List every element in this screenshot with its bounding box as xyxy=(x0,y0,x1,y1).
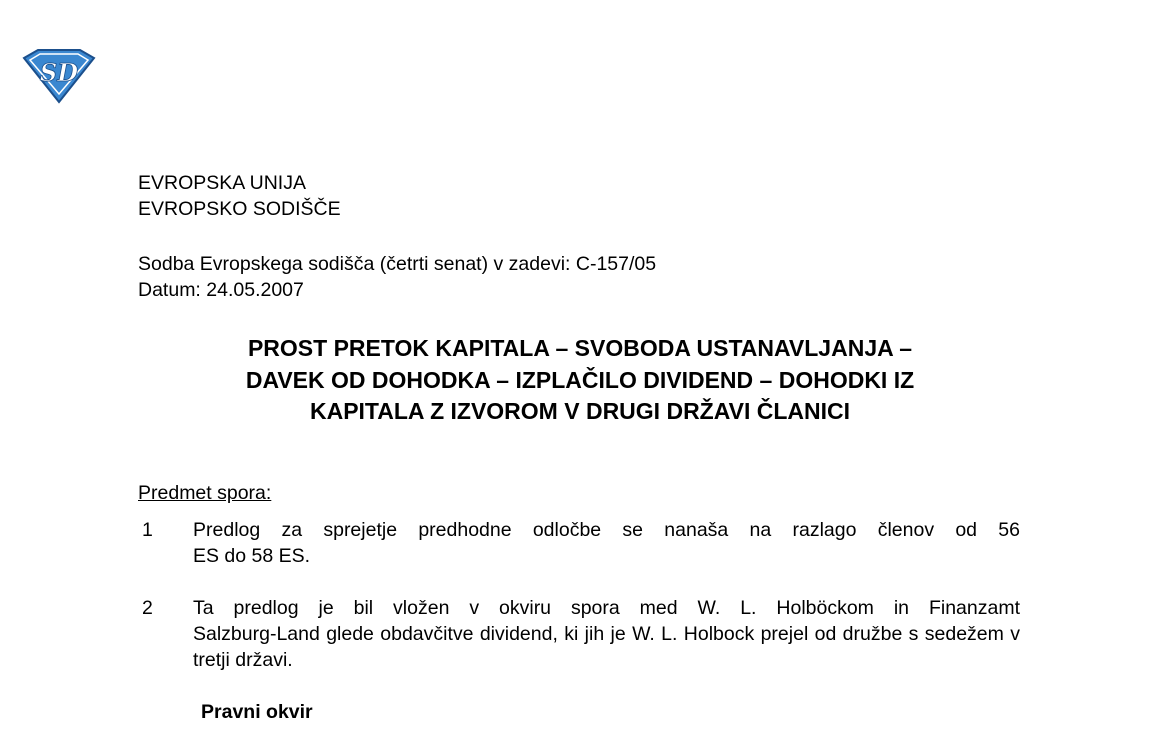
paragraph-text xyxy=(193,517,1020,569)
document-title xyxy=(140,333,1020,428)
paragraph-number: 2 xyxy=(142,597,153,619)
paragraph-rest: ES do 58 ES. xyxy=(193,545,311,567)
case-reference: Sodba Evropskega sodišča (četrti senat) v zadevi: C-157/05 xyxy=(138,253,657,275)
paragraph-1 xyxy=(138,517,1020,569)
sd-logo xyxy=(22,48,96,104)
sd-shield-logo-icon xyxy=(22,48,96,104)
header-court: EVROPSKO SODIŠČE xyxy=(138,198,341,220)
paragraph-number: 1 xyxy=(142,519,153,541)
paragraph-text xyxy=(193,595,1020,673)
paragraph-first-line: Predlog za sprejetje predhodne odločbe se nanaša na razlago členov od 56 xyxy=(193,519,1020,541)
title-line-3: KAPITALA Z IZVOROM V DRUGI DRŽAVI ČLANICI xyxy=(309,398,851,424)
title-line-1: PROST PRETOK KAPITALA – SVOBODA USTANAVLJANJA – xyxy=(247,335,913,361)
section-heading: Predmet spora: xyxy=(138,482,272,504)
paragraph-2 xyxy=(138,595,1020,673)
title-line-2: DAVEK OD DOHODKA – IZPLAČILO DIVIDEND – DOHODKI IZ xyxy=(245,366,915,393)
logo-letters: SD xyxy=(39,58,79,87)
paragraph-rest: Salzburg-Land glede obdavčitve dividend, ki jih je W. L. Holbock prejel od družbe s sedežem v tretji državi. xyxy=(193,623,1020,671)
paragraph-first-line: Ta predlog je bil vložen v okviru spora med W. L. Holböckom in Finanzamt xyxy=(193,597,1020,619)
legal-framework-heading: Pravni okvir xyxy=(201,701,313,723)
case-date: Datum: 24.05.2007 xyxy=(138,279,304,301)
header-union: EVROPSKA UNIJA xyxy=(138,172,306,194)
